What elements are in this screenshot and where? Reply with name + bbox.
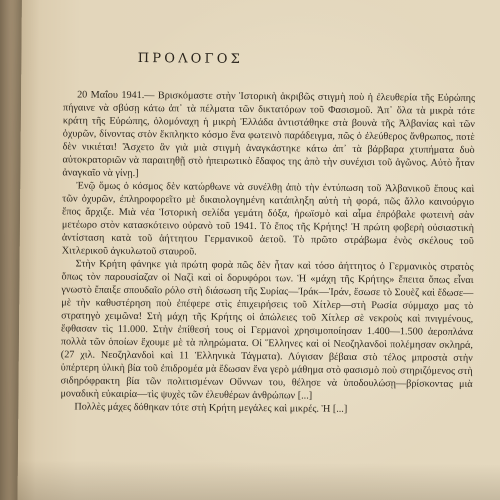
paragraph-3: Στὴν Κρήτη φάνηκε γιὰ πρώτη φορὰ πῶς δὲν ἦταν καὶ τόσο ἀήττητος ὁ Γερμανικὸς στρατὸς ὅπως τὸν παρουσίαζαν οἱ Ναζὶ καὶ οἱ δορυφόροι των. Ἡ «μάχη τῆς Κρήτης» ἔπειτα ὅπως εἶναι γνωστὸ ἔπαιξε σπουδαῖο ρόλο στὴ διάσωση τῆς Συρίας—Ἰράκ—Ἰράν, ἔσωσε τὸ Σουὲζ καὶ ἔδωσε—μὲ τὴν καθυστέρηση ποὺ ἐπέφερε στὶς ἐπιχειρήσεις τοῦ Χίτλερ—στὴ Ρωσία σύμμαχο μας τὸ στρατηγὸ χειμῶνα! Στὴ μάχη τῆς Κρήτης οἱ ἀπώλειες τοῦ Χίτλερ σὲ νεκροὺς καὶ πνιγμένους, ἔφθασαν τὶς 11.000. Στὴν ἐπίθεσή τους οἱ Γερμανοὶ χρησιμοποίησαν 1.400—1.500 ἀεροπλάνα πολλὰ τῶν ὁποίων ἔχουμε μὲ τὰ πληρώματα. Οἱ Ἕλληνες καὶ οἱ Νεοζηλανδοὶ πολέμησαν σκληρά, (27 χιλ. Νεοζηλανδοὶ καὶ 11 Ἑλληνικὰ Τάγματα). Λύγισαν βέβαια στὸ τέλος μπροστὰ στὴν ὑπέρτερη ὑλικὴ βία τοῦ ἐπιδρομέα μὰ ἔδωσαν ἕνα γερὸ μάθημα στὸ φασισμὸ ποὺ στηριζόμενος στὴ σιδηρόφρακτη βία τῶν πολιτισμένων Οὔννων του, θέλησε νὰ ὑποδουλώσῃ—βρίσκοντας μιὰ μοναδικὴ εὐκαιρία—τὶς ψυχὲς τῶν ἐλευθέρων ἀνθρώπων [...] — [60, 258, 474, 402]
paragraph-2: Ἐνῷ ὅμως ὁ κόσμος δὲν κατώρθωνε νὰ συνέλθῃ ἀπὸ τὴν ἐντύπωση τοῦ Ἀλβανικοῦ ἔπους καὶ τῶν ὀχυρῶν, ἐπληροφορεῖτο μὲ δικαιολογημένη κατάπληξη αὐτὴ τὴ φορά, πῶς ἄλλο καινούργιο ἔπος ἄρχιζε. Μιὰ νέα Ἱστορικὴ σελίδα γεμάτη δόξα, ἡρωϊσμὸ καὶ αἷμα ἐπρόβαλε φωτεινὴ σὰν μετέωρο στὸν κατασκότεινο οὐρανὸ τοῦ 1941. Τὸ ἔπος τῆς Κρήτης! Ἡ πρώτη φοβερὴ οὐσιαστικὴ ἀντίσταση κατὰ τοῦ ἀήττητου Γερμανικοῦ ἀετοῦ. Τὸ πρῶτο στράβωμα ἑνὸς σκέλους τοῦ Χιτλερικοῦ ἀγκυλωτοῦ σταυροῦ. — [61, 180, 475, 258]
paragraph-1: 20 Μαΐου 1941.— Βρισκόμαστε στὴν Ἱστορικὴ ἀκριβῶς στιγμὴ ποὺ ἡ ἐλευθερία τῆς Εὐρώπης πήγαινε νὰ σβύσῃ κάτω ἀπ᾽ τὰ πέλματα τῶν δικτατόρων τοῦ Φασισμοῦ. Ἀπ᾽ ὅλα τὰ μικρὰ τότε κράτη τῆς Εὐρώπης, ὁλομόναχη ἡ μικρὴ Ἑλλάδα ἀντιστάθηκε στὰ βουνὰ τῆς Ἀλβανίας καὶ τῶν ὀχυρῶν, δίνοντας στὸν ἔκπληκτο κόσμο ἕνα φωτεινὸ παράδειγμα, πῶς ὁ ἐλεύθερος ἄνθρωπος, ποτὲ δὲν νικιέται! Ἄσχετο ἂν γιὰ μιὰ στιγμὴ ἀναγκάστηκε κάτω ἀπ᾽ τὰ βάρβαρα χτυπήματα δυὸ αὐτοκρατοριῶν νὰ παραιτηθῇ στὸ ἠπειρωτικὸ ἔδαφος της ἀπὸ τὴν συνέχισι τοῦ ἀγῶνος. Αὐτὸ ἦταν ἀναγκαῖο νὰ γίνῃ.] — [62, 89, 476, 180]
paragraph-4: Πολλὲς μάχες δόθηκαν τότε στὴ Κρήτη μεγάλες καὶ μικρές. Ἡ [...] — [74, 401, 348, 415]
page-title: ΠΡΟΛΟΓΟΣ — [137, 51, 244, 67]
body-text — [60, 88, 475, 417]
page-shadow — [17, 460, 500, 500]
book-page — [17, 0, 500, 500]
